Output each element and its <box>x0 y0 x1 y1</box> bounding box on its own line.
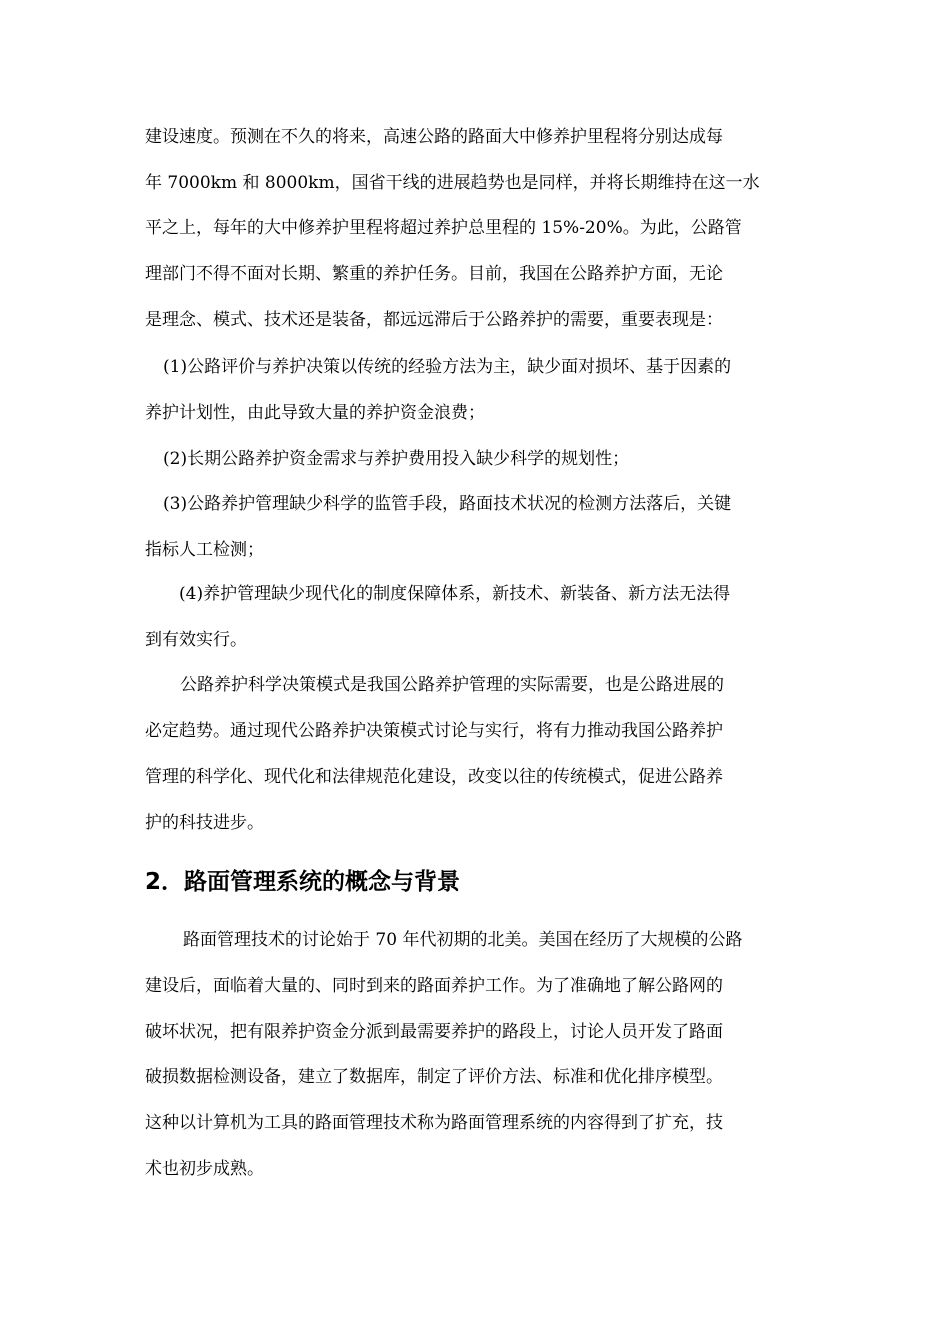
section-heading: 2．路面管理系统的概念与背景 <box>145 869 461 895</box>
list-item-2-line: (2)长期公路养护资金需求与养护费用投入缺少科学的规划性； <box>163 449 630 469</box>
body-line: 是理念、模式、技术还是装备，都远远滞后于公路养护的需要，重要表现是： <box>145 310 723 330</box>
body-line: 管理的科学化、现代化和法律规范化建设，改变以往的传统模式，促进公路养 <box>145 767 723 787</box>
body-line: 理部门不得不面对长期、繁重的养护任务。目前，我国在公路养护方面，无论 <box>145 264 723 284</box>
body-line: 公路养护科学决策模式是我国公路养护管理的实际需要，也是公路进展的 <box>180 675 724 695</box>
body-line: 路面管理技术的讨论始于 70 年代初期的北美。美国在经历了大规模的公路 <box>183 930 743 950</box>
list-item-4-line: (4)养护管理缺少现代化的制度保障体系，新技术、新装备、新方法无法得 <box>179 584 731 604</box>
body-line: 术也初步成熟。 <box>145 1159 264 1179</box>
body-line: 平之上，每年的大中修养护里程将超过养护总里程的 15%-20%。为此，公路管 <box>145 218 742 238</box>
body-line: 必定趋势。通过现代公路养护决策模式讨论与实行，将有力推动我国公路养护 <box>145 721 723 741</box>
body-line: 破坏状况，把有限养护资金分派到最需要养护的路段上，讨论人员开发了路面 <box>145 1022 723 1042</box>
list-item-1-line: (1)公路评价与养护决策以传统的经验方法为主，缺少面对损坏、基于因素的 <box>163 357 732 377</box>
list-item-1-line: 养护计划性，由此导致大量的养护资金浪费； <box>145 403 485 423</box>
body-line: 这种以计算机为工具的路面管理技术称为路面管理系统的内容得到了扩充，技 <box>145 1113 723 1133</box>
body-line: 建设速度。预测在不久的将来，高速公路的路面大中修养护里程将分别达成每 <box>145 127 723 147</box>
list-item-4-line: 到有效实行。 <box>145 630 247 650</box>
list-item-3-line: (3)公路养护管理缺少科学的监管手段，路面技术状况的检测方法落后，关键 <box>163 494 732 514</box>
list-item-3-line: 指标人工检测； <box>145 540 264 560</box>
body-line: 护的科技进步。 <box>145 813 264 833</box>
body-line: 建设后，面临着大量的、同时到来的路面养护工作。为了准确地了解公路网的 <box>145 976 723 996</box>
body-line: 年 7000km 和 8000km，国省干线的进展趋势也是同样，并将长期维持在这一水 <box>145 173 760 193</box>
body-line: 破损数据检测设备，建立了数据库，制定了评价方法、标准和优化排序模型。 <box>145 1067 723 1087</box>
